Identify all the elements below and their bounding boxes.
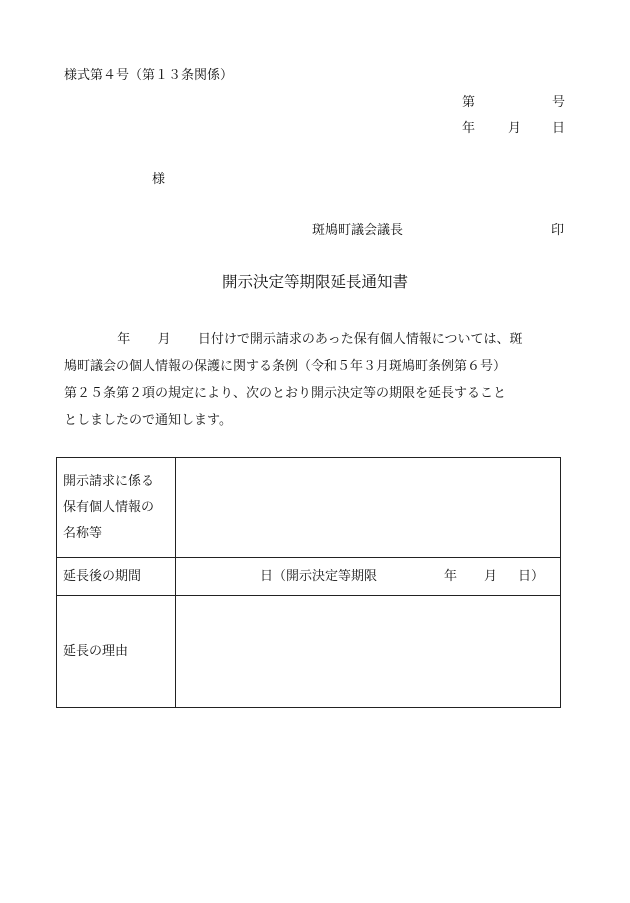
sender-title: 斑鳩町議会議長	[312, 223, 404, 238]
requested-info-label-line: 開示請求に係る	[63, 473, 155, 489]
issue-date-day: 日	[552, 121, 566, 136]
notice-body	[64, 326, 570, 434]
extension-reason-field[interactable]	[176, 596, 561, 708]
body-line-1	[64, 326, 570, 353]
body-year: 年	[117, 332, 131, 347]
recipient-honorific: 様	[152, 172, 166, 187]
body-month: 月	[157, 332, 171, 347]
seal-mark: 印	[551, 223, 565, 238]
document-number-prefix: 第	[462, 95, 476, 110]
requested-info-label-line: 保有個人情報の	[63, 499, 155, 515]
requested-info-label-line: 名称等	[63, 525, 103, 541]
extended-period-field[interactable]	[176, 558, 561, 596]
extension-reason-label: 延長の理由	[57, 596, 176, 708]
period-month: 月	[484, 569, 498, 584]
requested-info-label	[57, 458, 176, 558]
requested-info-field[interactable]	[176, 458, 561, 558]
table-row	[57, 458, 561, 558]
table-row	[57, 596, 561, 708]
period-day-close: 日）	[518, 569, 545, 584]
body-line-3: 第２５条第２項の規定により、次のとおり開示決定等の期限を延長すること	[64, 386, 507, 401]
body-line-1-text: 日付けで開示請求のあった保有個人情報については、斑	[197, 332, 523, 347]
period-year: 年	[444, 569, 458, 584]
document-number-suffix: 号	[552, 95, 566, 110]
period-day-open: 日（開示決定等期限	[260, 569, 378, 584]
body-line-2: 鳩町議会の個人情報の保護に関する条例（令和５年３月斑鳩町条例第６号）	[64, 359, 507, 374]
issue-date-year: 年	[462, 121, 476, 136]
details-table	[56, 457, 561, 708]
table-row	[57, 558, 561, 596]
body-line-4: としましたので通知します。	[64, 413, 232, 428]
document-title: 開示決定等期限延長通知書	[221, 273, 408, 291]
extended-period-label: 延長後の期間	[57, 558, 176, 596]
form-number: 様式第４号（第１３条関係）	[64, 68, 234, 83]
issue-date-month: 月	[508, 121, 522, 136]
